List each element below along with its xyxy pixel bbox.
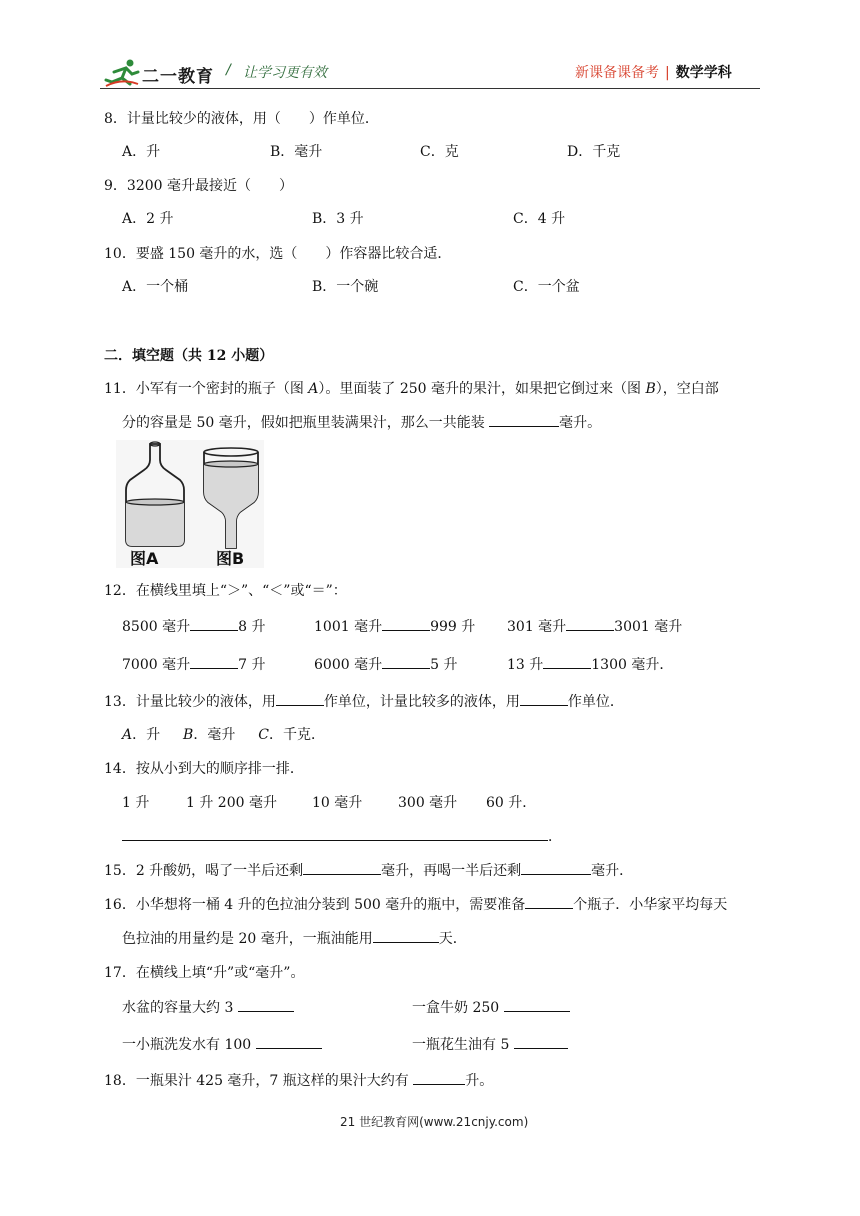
header-subject: 数学学科 xyxy=(675,65,732,81)
q17-blank[interactable] xyxy=(504,997,570,1012)
header-slash: / xyxy=(226,62,231,78)
q12-blank[interactable] xyxy=(190,654,238,669)
q12-row-1-item-1: 8500 毫升 8 升 xyxy=(122,616,265,636)
question-11-line-2: 分的容量是 50 毫升，假如把瓶里装满果汁，那么一共能装 毫升。 xyxy=(122,412,601,432)
q12-blank[interactable] xyxy=(543,654,591,669)
q16-blank-1[interactable] xyxy=(525,894,573,909)
q12-row-2-item-1: 7000 毫升 7 升 xyxy=(122,654,265,674)
question-15: 15．2 升酸奶，喝了一半后还剩 毫升，再喝一半后还剩 毫升． xyxy=(104,860,633,880)
q12-row-1-item-2: 1001 毫升 999 升 xyxy=(314,616,475,636)
q13-blank-2[interactable] xyxy=(520,691,568,706)
q15-blank-1[interactable] xyxy=(303,860,381,875)
q12-blank[interactable] xyxy=(566,616,614,631)
bottle-a-icon xyxy=(122,440,188,550)
q14-item-3: 10 毫升 xyxy=(312,795,363,811)
header-separator: | xyxy=(665,65,670,81)
header-divider xyxy=(100,88,760,89)
q14-item-1: 1 升 xyxy=(122,795,150,811)
q14-item-2: 1 升 200 毫升 xyxy=(186,795,277,811)
q12-row-2-item-2: 6000 毫升 5 升 xyxy=(314,654,457,674)
q17-item-1: 水盆的容量大约 3 xyxy=(122,997,294,1017)
logo-text: 二一教育 xyxy=(142,67,214,87)
q10-option-b: B．一个碗 xyxy=(312,279,379,295)
question-13: 13．计量比较少的液体，用 作单位，计量比较多的液体，用 作单位． xyxy=(104,691,624,711)
q18-blank[interactable] xyxy=(413,1070,465,1085)
q9-option-b: B．3 升 xyxy=(312,211,364,227)
runner-logo-icon xyxy=(104,58,140,88)
q9-option-c: C．4 升 xyxy=(513,211,566,227)
question-12: 12．在横线里填上“＞”、“＜”或“＝”： xyxy=(104,583,347,599)
q17-blank[interactable] xyxy=(514,1034,568,1049)
q12-row-1-item-3: 301 毫升 3001 毫升 xyxy=(507,616,682,636)
question-18: 18．一瓶果汁 425 毫升，7 瓶这样的果汁大约有 升。 xyxy=(104,1070,493,1090)
bottle-b-icon xyxy=(200,444,262,554)
q17-item-3: 一小瓶洗发水有 100 xyxy=(122,1034,322,1054)
q12-blank[interactable] xyxy=(190,616,238,631)
header-slogan: 让学习更有效 xyxy=(243,65,327,81)
q10-option-c: C．一个盆 xyxy=(513,279,580,295)
section-2-title: 二．填空题（共 12 小题） xyxy=(104,348,274,364)
q16-blank-2[interactable] xyxy=(373,928,439,943)
header-right-red: 新课备课备考 xyxy=(575,65,659,81)
q12-blank[interactable] xyxy=(382,616,430,631)
question-8: 8．计量比较少的液体，用（ ）作单位． xyxy=(104,111,379,127)
question-16-line-2: 色拉油的用量约是 20 毫升，一瓶油能用 天． xyxy=(122,928,467,948)
q14-answer-line: ． xyxy=(122,826,562,846)
q8-option-a: A．升 xyxy=(122,144,161,160)
q17-item-4: 一瓶花生油有 5 xyxy=(412,1034,568,1054)
q8-option-c: C．克 xyxy=(420,144,459,160)
question-9: 9．3200 毫升最接近（ ） xyxy=(104,178,293,194)
q14-blank[interactable] xyxy=(122,826,548,841)
q13-blank-1[interactable] xyxy=(276,691,324,706)
q12-blank[interactable] xyxy=(382,654,430,669)
question-16-line-1: 16．小华想将一桶 4 升的色拉油分装到 500 毫升的瓶中，需要准备 个瓶子．小华家平均每天 xyxy=(104,894,727,914)
question-17: 17．在横线上填“升”或“毫升”。 xyxy=(104,965,305,981)
q14-item-4: 300 毫升 xyxy=(398,795,458,811)
figure-b-label: 图B xyxy=(216,549,245,568)
q17-blank[interactable] xyxy=(238,997,294,1012)
q14-item-5: 60 升． xyxy=(486,795,537,811)
q17-item-2: 一盒牛奶 250 xyxy=(412,997,570,1017)
q8-option-b: B．毫升 xyxy=(270,144,323,160)
q8-option-d: D．千克 xyxy=(567,144,621,160)
q10-option-a: A．一个桶 xyxy=(122,279,189,295)
figure-a-label: 图A xyxy=(130,549,159,568)
question-10: 10．要盛 150 毫升的水，选（ ）作容器比较合适． xyxy=(104,246,452,262)
q12-row-2-item-3: 13 升 1300 毫升． xyxy=(507,654,673,674)
bottle-figure xyxy=(116,440,264,568)
q11-answer-blank[interactable] xyxy=(489,412,559,427)
q15-blank-2[interactable] xyxy=(521,860,591,875)
q13-options: A．升 B．毫升 C．千克． xyxy=(122,727,325,743)
header-right xyxy=(575,62,732,82)
question-14: 14．按从小到大的顺序排一排． xyxy=(104,761,304,777)
footer: 21 世纪教育网(www.21cnjy.com) xyxy=(340,1115,529,1129)
q9-option-a: A．2 升 xyxy=(122,211,174,227)
question-11-line-1: 11．小军有一个密封的瓶子（图 A）。里面装了 250 毫升的果汁，如果把它倒过来（图 B），空白部 xyxy=(104,381,719,397)
q17-blank[interactable] xyxy=(256,1034,322,1049)
